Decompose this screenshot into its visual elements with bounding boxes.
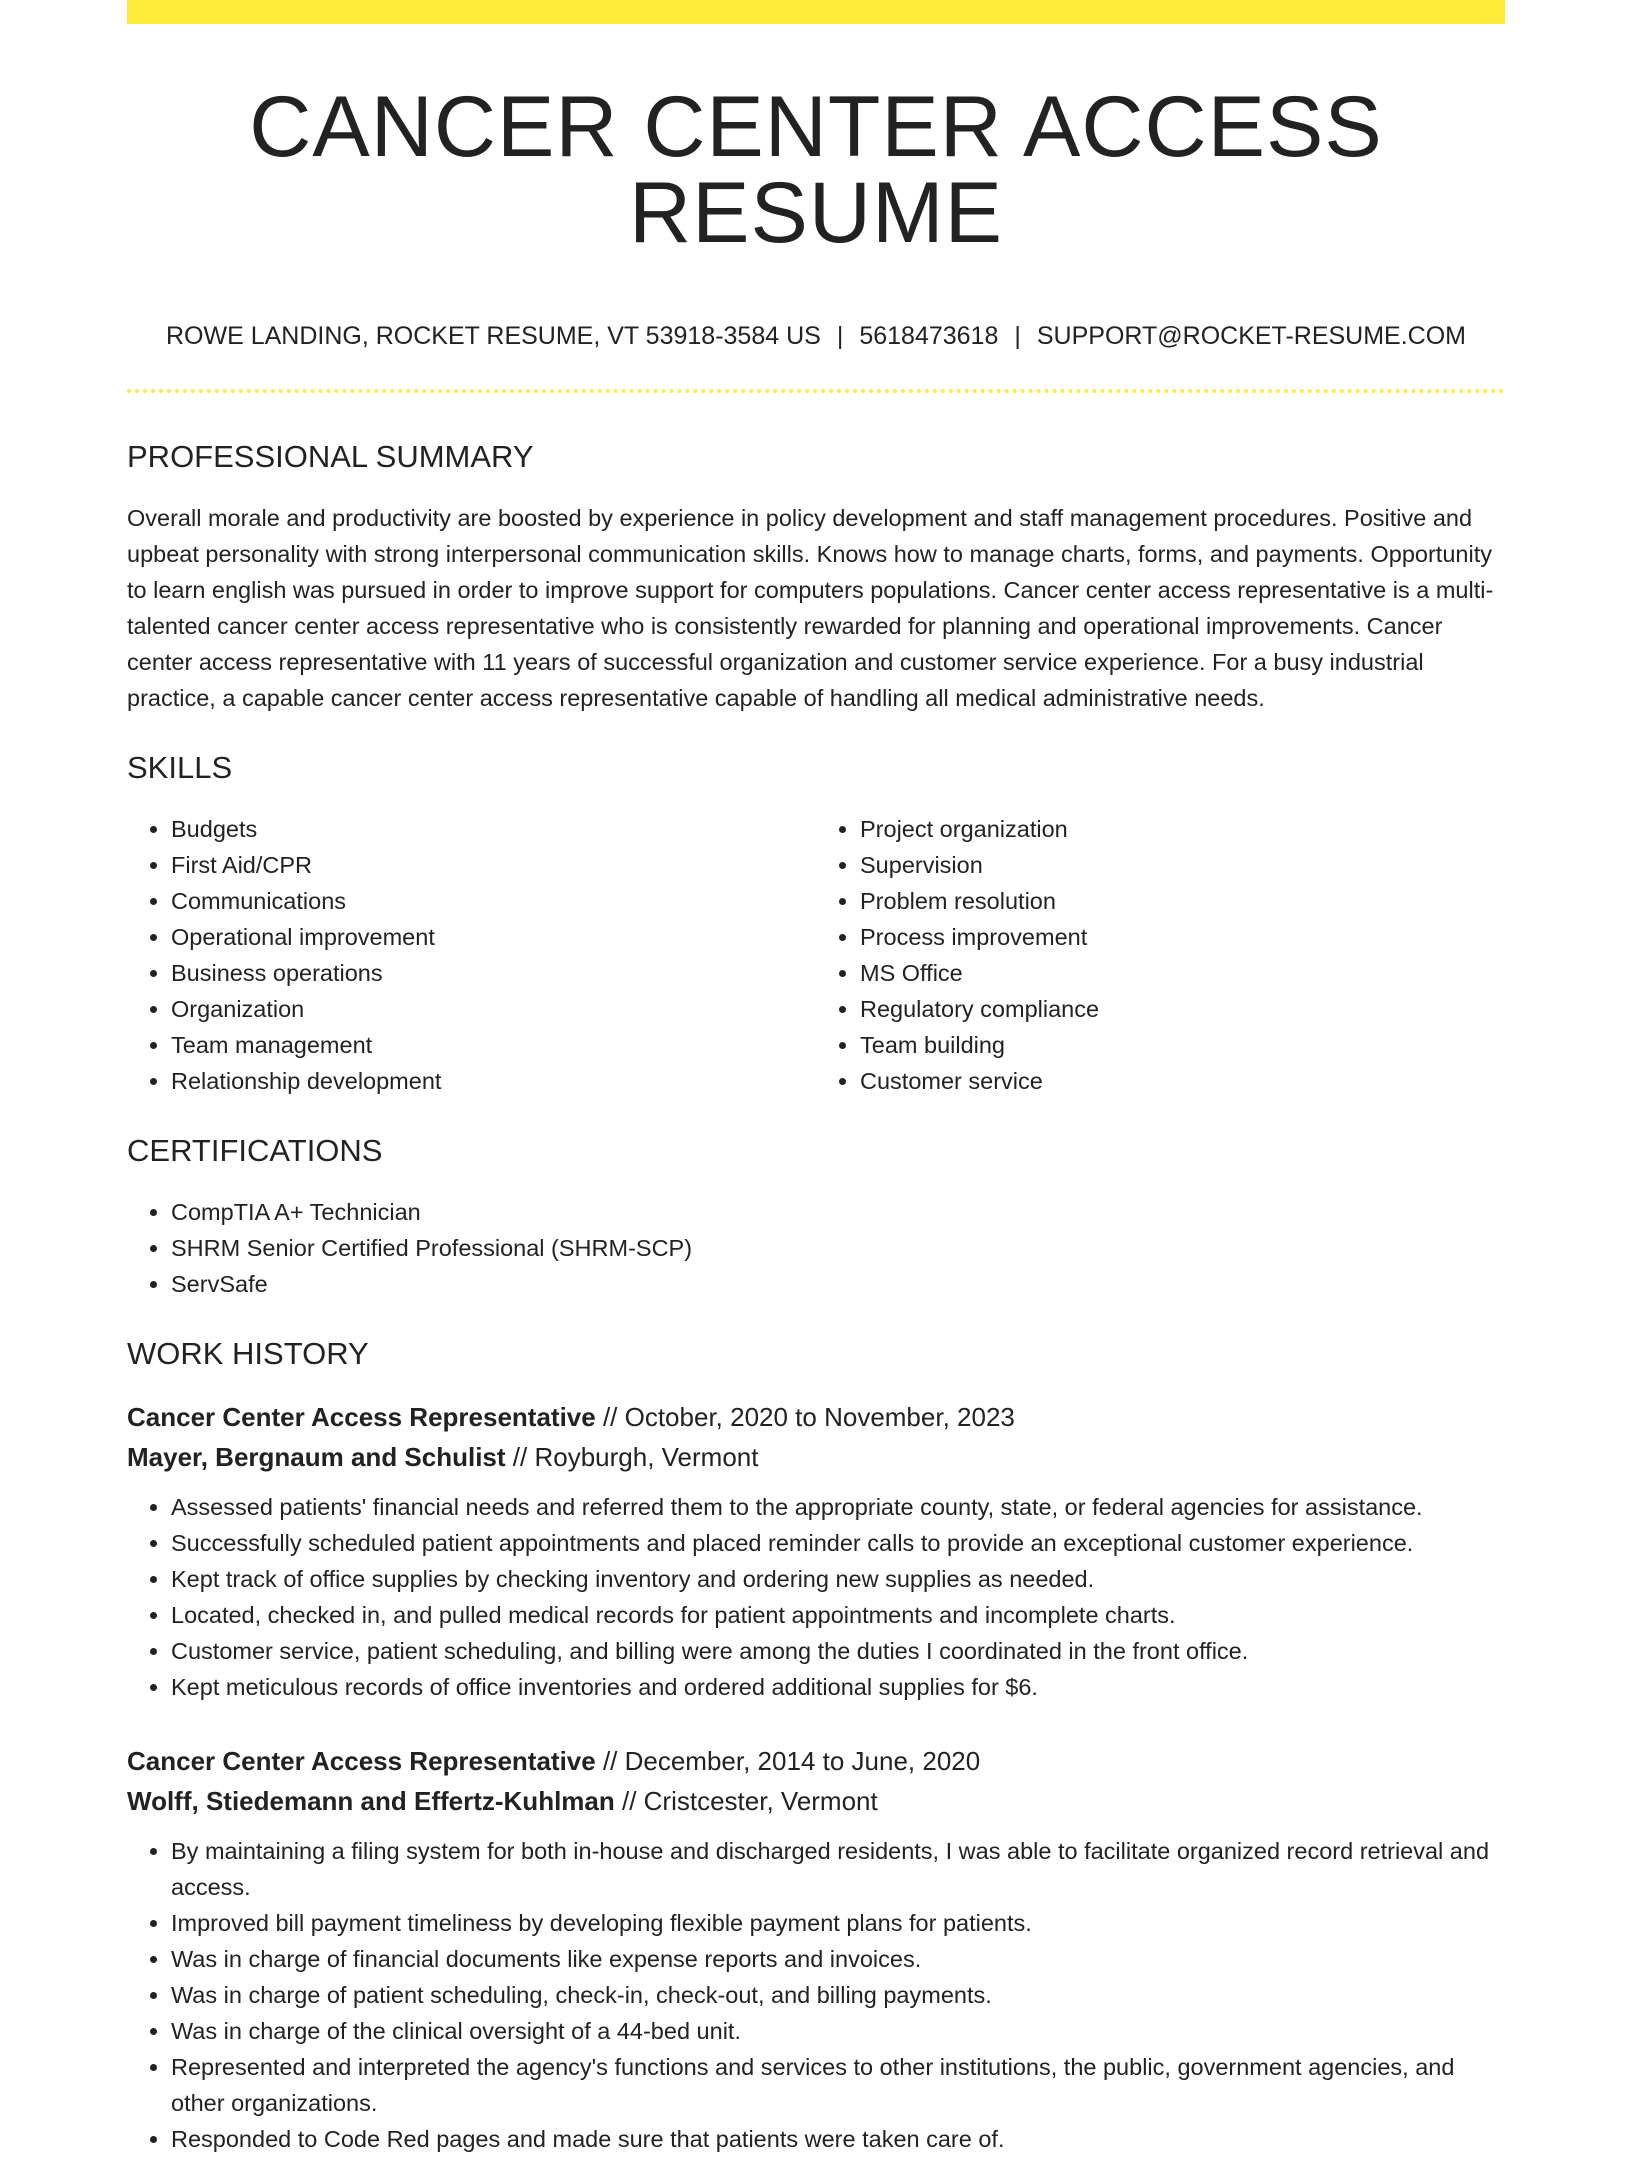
job-location: // Cristcester, Vermont [614, 1786, 878, 1816]
skill-item: • Supervision [860, 847, 1505, 883]
job-entry [127, 1741, 1505, 2157]
duty-item: • Located, checked in, and pulled medical records for patient appointments and incomplete charts. [171, 1597, 1505, 1633]
contact-line [127, 324, 1505, 349]
duty-item: • Kept meticulous records of office inventories and ordered additional supplies for $6. [171, 1669, 1505, 1705]
duty-item: • Successfully scheduled patient appointments and placed reminder calls to provide an exceptional customer experience. [171, 1525, 1505, 1561]
duty-item: • By maintaining a filing system for both in-house and discharged residents, I was able to facilitate organized record retrieval and access. [171, 1833, 1505, 1905]
duty-item: • Was in charge of financial documents like expense reports and invoices. [171, 1941, 1505, 1977]
job-role: Cancer Center Access Representative [127, 1746, 596, 1776]
skill-item: • MS Office [860, 955, 1505, 991]
duty-item: • Improved bill payment timeliness by developing flexible payment plans for patients. [171, 1905, 1505, 1941]
summary-heading: PROFESSIONAL SUMMARY [127, 439, 534, 474]
skill-item: • First Aid/CPR [171, 847, 816, 883]
summary-text: Overall morale and productivity are boosted by experience in policy development and staff management procedures. Positive and upbeat personality with strong interpersonal communication skills. Knows how to manage charts, forms, and payments. Opportunity to learn english was pursued in order to improve support for computers populations. Cancer center access representative is a multi-talented cancer center access representative who is consistently rewarded for planning and operational improvements. Cancer center access representative with 11 years of successful organization and customer service experience. For a busy industrial practice, a capable cancer center access representative capable of handling all medical administrative needs. [127, 505, 1494, 711]
work-history-heading: WORK HISTORY [127, 1336, 369, 1371]
skill-item: • Operational improvement [171, 919, 816, 955]
skill-item: • Business operations [171, 955, 816, 991]
skill-item: • Team building [860, 1027, 1505, 1063]
job-duties-list [127, 1833, 1505, 2157]
skill-item: • Relationship development [171, 1063, 816, 1099]
certification-item: • CompTIA A+ Technician [171, 1194, 1505, 1230]
skill-item: • Organization [171, 991, 816, 1027]
certification-item: • SHRM Senior Certified Professional (SHRM-SCP) [171, 1230, 1505, 1266]
duty-item: • Customer service, patient scheduling, and billing were among the duties I coordinated in the front office. [171, 1633, 1505, 1669]
skill-item: • Regulatory compliance [860, 991, 1505, 1027]
contact-email: SUPPORT@ROCKET-RESUME.COM [1036, 322, 1467, 350]
duty-item: • Was in charge of the clinical oversight of a 44-bed unit. [171, 2013, 1505, 2049]
dotted-divider [127, 389, 1505, 393]
skills-left-list [127, 811, 816, 1099]
job-location: // Royburgh, Vermont [505, 1442, 759, 1472]
job-company-line [127, 1437, 1505, 1477]
job-title-line [127, 1397, 1505, 1437]
job-duties-list [127, 1489, 1505, 1705]
job-role: Cancer Center Access Representative [127, 1402, 596, 1432]
contact-phone: 5618473618 [859, 322, 999, 350]
duty-item: • Was in charge of patient scheduling, check-in, check-out, and billing payments. [171, 1977, 1505, 2013]
skill-item: • Communications [171, 883, 816, 919]
skill-item: • Project organization [860, 811, 1505, 847]
job-dates: // October, 2020 to November, 2023 [595, 1402, 1015, 1432]
top-accent-bar [127, 0, 1505, 24]
contact-address: ROWE LANDING, ROCKET RESUME, VT 53918-3584 US [165, 322, 821, 350]
skill-item: • Problem resolution [860, 883, 1505, 919]
skills-columns [127, 811, 1505, 1099]
resume-page [127, 0, 1505, 2157]
job-company: Mayer, Bergnaum and Schulist [127, 1442, 506, 1472]
duty-item: • Assessed patients' financial needs and referred them to the appropriate county, state, or federal agencies for assistance. [171, 1489, 1505, 1525]
skill-item: • Process improvement [860, 919, 1505, 955]
job-title-line [127, 1741, 1505, 1781]
duty-item: • Kept track of office supplies by checking inventory and ordering new supplies as needed. [171, 1561, 1505, 1597]
contact-separator: | [1014, 322, 1021, 350]
certifications-list [127, 1194, 1505, 1302]
skill-item: • Customer service [860, 1063, 1505, 1099]
duty-item: • Responded to Code Red pages and made sure that patients were taken care of. [171, 2121, 1505, 2157]
duty-item: • Represented and interpreted the agency's functions and services to other institutions, the public, government agencies, and other organizations. [171, 2049, 1505, 2121]
skill-item: • Budgets [171, 811, 816, 847]
job-company: Wolff, Stiedemann and Effertz-Kuhlman [127, 1786, 615, 1816]
contact-separator: | [836, 322, 844, 350]
skill-item: • Team management [171, 1027, 816, 1063]
skills-right-list [816, 811, 1505, 1099]
skills-heading: SKILLS [127, 750, 233, 785]
certifications-heading: CERTIFICATIONS [127, 1133, 383, 1168]
resume-title: CANCER CENTER ACCESS RESUME [249, 79, 1383, 261]
job-company-line [127, 1781, 1505, 1821]
certification-item: • ServSafe [171, 1266, 1505, 1302]
job-dates: // December, 2014 to June, 2020 [595, 1746, 981, 1776]
job-entry [127, 1397, 1505, 1705]
